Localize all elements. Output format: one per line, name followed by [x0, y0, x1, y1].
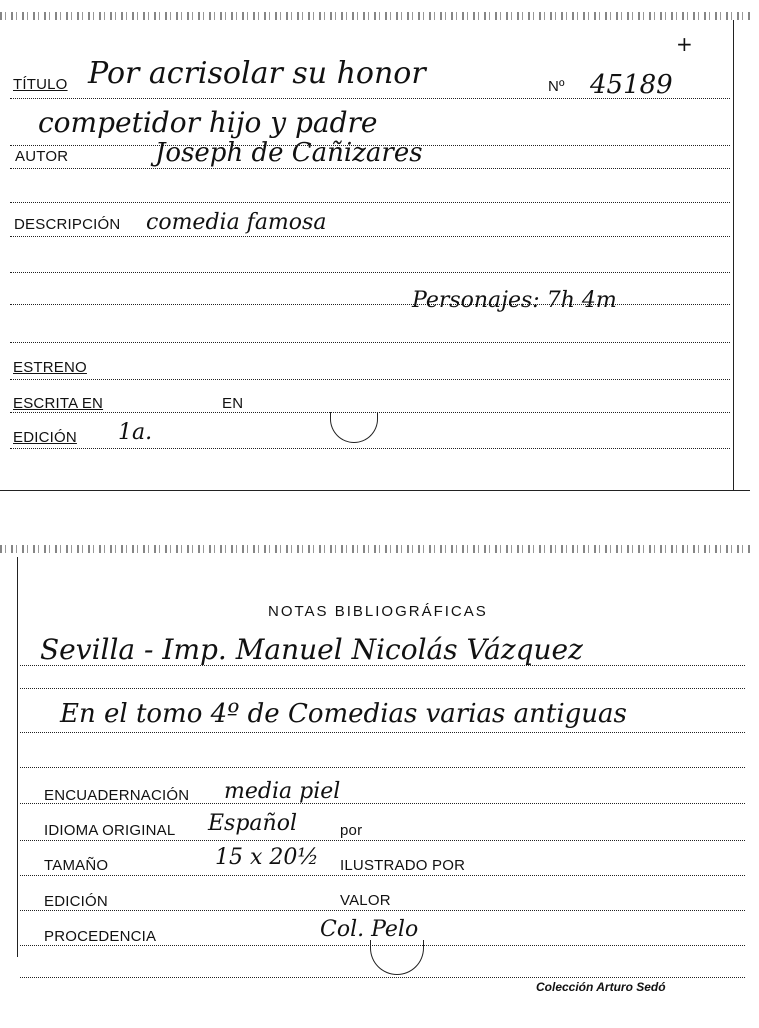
punch-hole-arc	[330, 412, 378, 443]
scan-edge-noise	[0, 545, 750, 553]
titulo-value: Por acrisolar su honor	[88, 56, 426, 91]
descripcion-label: DESCRIPCIÓN	[14, 216, 121, 233]
idioma-value: Español	[208, 811, 297, 836]
row-line	[20, 840, 745, 841]
tamano-value: 15 x 20½	[215, 845, 319, 870]
descripcion-value: comedia famosa	[146, 210, 327, 235]
row-line	[20, 732, 745, 733]
en-label: EN	[222, 395, 244, 412]
row-line	[10, 168, 730, 169]
coleccion-stamp: Colección Arturo Sedó	[536, 980, 666, 994]
tamano-label: TAMAÑO	[44, 857, 109, 874]
edicion-label: EDICIÓN	[13, 429, 77, 446]
row-line	[10, 342, 730, 343]
row-line	[20, 688, 745, 689]
personajes-value: Personajes: 7h 4m	[412, 288, 617, 313]
punch-hole-arc	[370, 940, 424, 975]
row-line	[10, 272, 730, 273]
catalog-card-front	[0, 12, 750, 492]
autor-value: Joseph de Cañizares	[155, 138, 423, 168]
row-line	[10, 448, 730, 449]
nota-line-2: En el tomo 4º de Comedias varias antiguas	[60, 699, 627, 729]
card-right-border	[733, 20, 734, 490]
card-bottom-border	[0, 490, 750, 491]
procedencia-label: PROCEDENCIA	[44, 928, 157, 945]
row-line	[10, 304, 730, 305]
catalog-card-back	[0, 545, 750, 994]
numero-label: Nº	[548, 78, 565, 95]
row-line	[20, 875, 745, 876]
titulo-label: TÍTULO	[13, 76, 68, 93]
row-line	[10, 236, 730, 237]
idioma-label: IDIOMA ORIGINAL	[44, 822, 176, 839]
row-line	[10, 202, 730, 203]
numero-value: 45189	[590, 70, 673, 100]
titulo-value-line2: competidor hijo y padre	[38, 106, 378, 139]
row-line	[20, 977, 745, 978]
valor-label: VALOR	[340, 892, 391, 909]
row-line	[20, 910, 745, 911]
edicion-label: EDICIÓN	[44, 893, 108, 910]
autor-label: AUTOR	[15, 148, 69, 165]
scan-edge-noise	[0, 12, 750, 20]
encuadernacion-value: media piel	[224, 779, 341, 804]
por-label: por	[340, 822, 363, 839]
ilustrado-label: ILUSTRADO POR	[340, 857, 466, 874]
nota-line-1: Sevilla - Imp. Manuel Nicolás Vázquez	[40, 633, 583, 666]
row-line	[20, 767, 745, 768]
card-left-border	[17, 557, 18, 957]
encuadernacion-label: ENCUADERNACIÓN	[44, 787, 190, 804]
procedencia-value: Col. Pelo	[320, 917, 419, 942]
escrita-label: ESCRITA EN	[13, 395, 104, 412]
notas-header: NOTAS BIBLIOGRÁFICAS	[268, 603, 488, 620]
edicion-value: 1a.	[118, 420, 153, 445]
estreno-label: ESTRENO	[13, 359, 87, 376]
row-line	[10, 379, 730, 380]
cross-mark: +	[676, 32, 693, 56]
